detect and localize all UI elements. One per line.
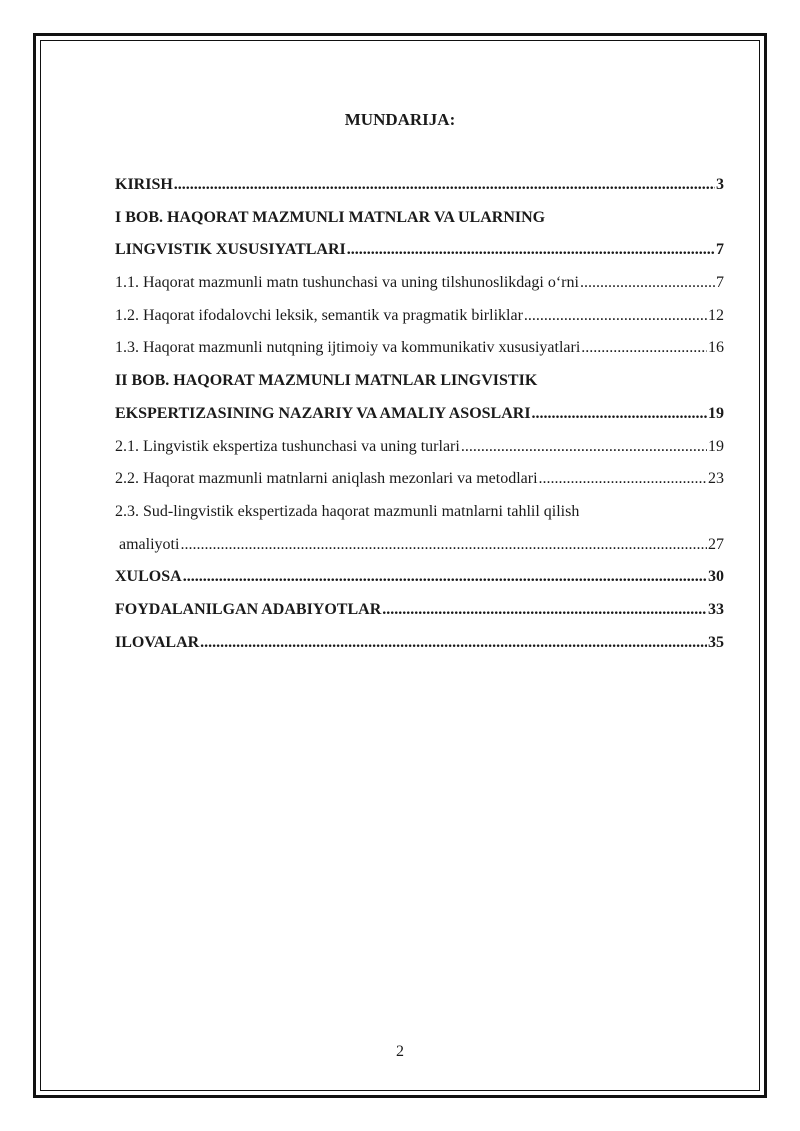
- toc-entry-label: KIRISH: [115, 176, 173, 193]
- toc-entry-adabiyotlar[interactable]: [115, 599, 724, 632]
- toc-entry-xulosa[interactable]: [115, 566, 724, 599]
- toc-entry-label: 1.1. Haqorat mazmunli matn tushunchasi va uning tilshunoslikdagi o‘rni: [115, 274, 579, 292]
- toc-dot-leader: [180, 534, 707, 556]
- toc-entry-label: 1.2. Haqorat ifodalovchi leksik, semantik va pragmatik birliklar: [115, 306, 523, 324]
- toc-entry-label: XULOSA: [115, 568, 182, 586]
- toc-dot-leader: [581, 337, 707, 359]
- toc-entry-page: 16: [708, 339, 724, 357]
- toc-entry-page: 35: [708, 633, 724, 651]
- toc-entry-page: 19: [708, 437, 724, 455]
- toc-entry-section-2-3-line-2[interactable]: [115, 534, 724, 567]
- toc-dot-leader: [580, 272, 715, 294]
- toc-entry-label: LINGVISTIK XUSUSIYATLARI: [115, 241, 346, 259]
- toc-dot-leader: [200, 632, 707, 654]
- toc-entry-page: 12: [708, 306, 724, 324]
- toc-entry-chapter-1-title-line-1[interactable]: [115, 207, 724, 240]
- toc-entry-page: 7: [716, 241, 724, 259]
- toc-dot-leader: [532, 403, 707, 425]
- toc-entry-page: 7: [716, 274, 724, 292]
- table-of-contents: [115, 174, 724, 664]
- toc-entry-label: I BOB. HAQORAT MAZMUNLI MATNLAR VA ULARNING: [115, 208, 546, 226]
- toc-entry-section-1-1[interactable]: [115, 272, 724, 305]
- toc-entry-chapter-2-title-line-1[interactable]: [115, 370, 724, 403]
- toc-dot-leader: [347, 239, 715, 261]
- toc-entry-section-1-2[interactable]: [115, 305, 724, 338]
- toc-entry-ilovalar[interactable]: [115, 632, 724, 665]
- toc-entry-section-1-3[interactable]: [115, 337, 724, 370]
- toc-entry-chapter-1-title-line-2[interactable]: [115, 239, 724, 272]
- toc-entry-page: 30: [708, 568, 724, 586]
- toc-entry-label: II BOB. HAQORAT MAZMUNLI MATNLAR LINGVISTIK: [115, 372, 538, 390]
- toc-entry-page: 3: [716, 176, 724, 193]
- toc-entry-page: 19: [708, 404, 724, 422]
- toc-entry-label: 1.3. Haqorat mazmunli nutqning ijtimoiy va kommunikativ xususiyatlari: [115, 339, 581, 357]
- toc-dot-leader: [382, 599, 707, 621]
- toc-entry-label: ILOVALAR: [115, 633, 200, 651]
- toc-entry-kirish[interactable]: [115, 174, 724, 207]
- toc-entry-chapter-2-title-line-2[interactable]: [115, 403, 724, 436]
- toc-entry-page: 33: [708, 600, 724, 618]
- toc-entry-label: 2.1. Lingvistik ekspertiza tushunchasi va uning turlari: [115, 437, 460, 455]
- toc-dot-leader: [174, 174, 715, 196]
- toc-entry-page: 27: [708, 535, 724, 553]
- toc-entry-page: 23: [708, 470, 724, 488]
- toc-dot-leader: [539, 468, 707, 490]
- toc-entry-section-2-2[interactable]: [115, 468, 724, 501]
- toc-entry-label: 2.3. Sud-lingvistik ekspertizada haqorat mazmunli matnlarni tahlil qilish: [115, 502, 580, 520]
- toc-entry-label: EKSPERTIZASINING NAZARIY VA AMALIY ASOSLARI: [115, 404, 531, 422]
- toc-dot-leader: [461, 436, 707, 458]
- page-number: 2: [396, 1043, 404, 1060]
- toc-entry-label: FOYDALANILGAN ADABIYOTLAR: [115, 600, 382, 618]
- toc-entry-section-2-3-line-1[interactable]: [115, 501, 724, 534]
- toc-entry-label: amaliyoti: [119, 535, 180, 553]
- toc-entry-section-2-1[interactable]: [115, 436, 724, 469]
- toc-title: MUNDARIJA:: [344, 110, 456, 129]
- toc-dot-leader: [524, 305, 707, 327]
- toc-dot-leader: [183, 566, 707, 588]
- toc-entry-label: 2.2. Haqorat mazmunli matnlarni aniqlash mezonlari va metodlari: [115, 470, 538, 488]
